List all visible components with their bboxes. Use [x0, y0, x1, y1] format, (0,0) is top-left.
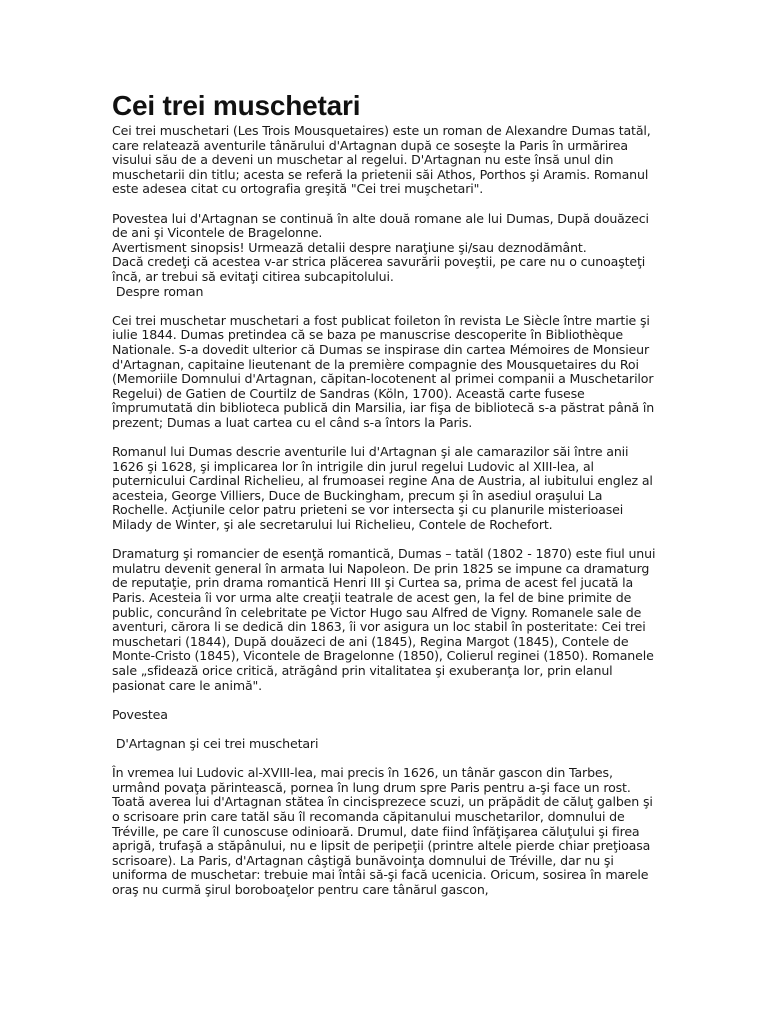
- paragraph-spacer: [112, 752, 657, 767]
- document-title: Cei trei muschetari: [112, 90, 361, 121]
- paragraph-spacer: [112, 722, 657, 737]
- spoiler-warning: Avertisment sinopsis! Urmează detalii despre naraţiune şi/sau deznodământ.: [112, 239, 587, 255]
- plot-overview-paragraph: Romanul lui Dumas descrie aventurile lui d'Artagnan şi ale camarazilor săi între anii 1626 şi 1628, şi implicarea lor în intrigile din jurul regelui Ludovic al XIII-lea, al puternicului Cardinal Richelieu, al frumoasei regine Ana de Austria, al iubitului englez al acesteia, George Villiers, Duce de Buckingham, precum şi în asediul oraşului La Rochelle. Acţiunile celor patru prieteni se vor intersecta şi cu planurile misterioasei Milady de Winter, şi ale secretarului lui Richelieu, Contele de Rochefort.: [112, 444, 653, 533]
- paragraph-spacer: [112, 197, 657, 212]
- intro-paragraph: Cei trei muschetari (Les Trois Mousquetaires) este un roman de Alexandre Dumas tatăl, care relatează aventurile tânărului d'Artagnan după ce soseşte la Paris în urmărirea visului său de a deveni un muschetar al regelui. D'Artagnan nu este însă unul din muschetarii din titlu; acesta se referă la prietenii săi Athos, Porthos şi Aramis. Romanul este adesea citat cu ortografia greşită "Cei trei muşchetari".: [112, 123, 651, 197]
- spoiler-warning-detail: Dacă credeţi că acestea v-ar strica plăcerea savurării poveştii, pe care nu o cunoaşteţi încă, ar trebui să evitaţi citirea subcapitolului.: [112, 254, 646, 284]
- paragraph-spacer: [112, 430, 657, 445]
- story-paragraph: În vremea lui Ludovic al-XVIII-lea, mai precis în 1626, un tânăr gascon din Tarbes, urmând povaţa părintească, pornea în lung drum spre Paris pentru a-şi face un rost. Toată averea lui d'Artagnan stătea în cincisprezece scuzi, un prăpădit de căluţ galben şi o scrisoare prin care tatăl său îl recomanda căpitanului muschetarilor, domnului de Tréville, pe care îl cunoscuse odinioară. Drumul, date fiind înfăţişarea căluţului şi firea aprigă, trufaşă a stăpânului, nu e lipsit de peripeţii (printre altele pierde chiar preţioasa scrisoare). La Paris, d'Artagnan câştigă bunăvoinţa domnului de Tréville, dar nu şi uniforma de muschetar: trebuie mai întâi să-şi facă ucenicia. Oricum, sosirea în marele oraş nu curmă şirul boroboaţelor pentru care tânărul gascon,: [112, 765, 653, 897]
- paragraph-spacer: [112, 299, 657, 314]
- section-heading-story: Povestea: [112, 706, 168, 722]
- paragraph-spacer: [112, 533, 657, 548]
- author-paragraph: Dramaturg şi romancier de esenţă romantică, Dumas – tatăl (1802 - 1870) este fiul unui mulatru devenit general în armata lui Napoleon. De prin 1825 se impune ca dramaturg de reputaţie, prin drama romantică Henri III şi Curtea sa, prima de acest fel jucată la Paris. Acesteia îi vor urma alte creaţii teatrale de acest gen, la fel de bine primite de public, concurând în celebritate pe Victor Hugo sau Alfred de Vigny. Romanele sale de aventuri, cărora li se dedică din 1863, îi vor asigura un loc stabil în posteritate: Cei trei muschetari (1844), După douăzeci de ani (1845), Regina Margot (1845), Contele de Monte-Cristo (1845), Vicontele de Bragelonne (1850), Colierul reginei (1850). Romanele sale „sfidează orice critică, atrăgând prin vitalitatea şi exuberanţa lor, prin elanul pasionat care le animă".: [112, 546, 656, 693]
- document-page: [112, 88, 657, 897]
- section-heading-about: Despre roman: [112, 283, 204, 299]
- publication-paragraph: Cei trei muschetar muschetari a fost publicat foileton în revista Le Siècle între martie şi iulie 1844. Dumas pretindea că se baza pe manuscrise descoperite în Bibliothèque Nationale. S-a dovedit ulterior că Dumas se inspirase din cartea Mémoires de Monsieur d'Artagnan, capitaine lieutenant de la première compagnie des Mousquetaires du Roi (Memoriile Domnului d'Artagnan, căpitan-locotenent al primei companii a Muschetarilor Regelui) de Gatien de Courtilz de Sandras (Köln, 1700). Această carte fusese împrumutată din biblioteca publică din Marsilia, iar fişa de bibliotecă s-a păstrat până în prezent; Dumas a luat cartea cu el când s-a întors la Paris.: [112, 312, 655, 430]
- paragraph-spacer: [112, 693, 657, 708]
- continuation-paragraph: Povestea lui d'Artagnan se continuă în alte două romane ale lui Dumas, După douăzeci de ani şi Vicontele de Bragelonne.: [112, 210, 649, 241]
- subsection-heading: D'Artagnan şi cei trei muschetari: [112, 735, 319, 751]
